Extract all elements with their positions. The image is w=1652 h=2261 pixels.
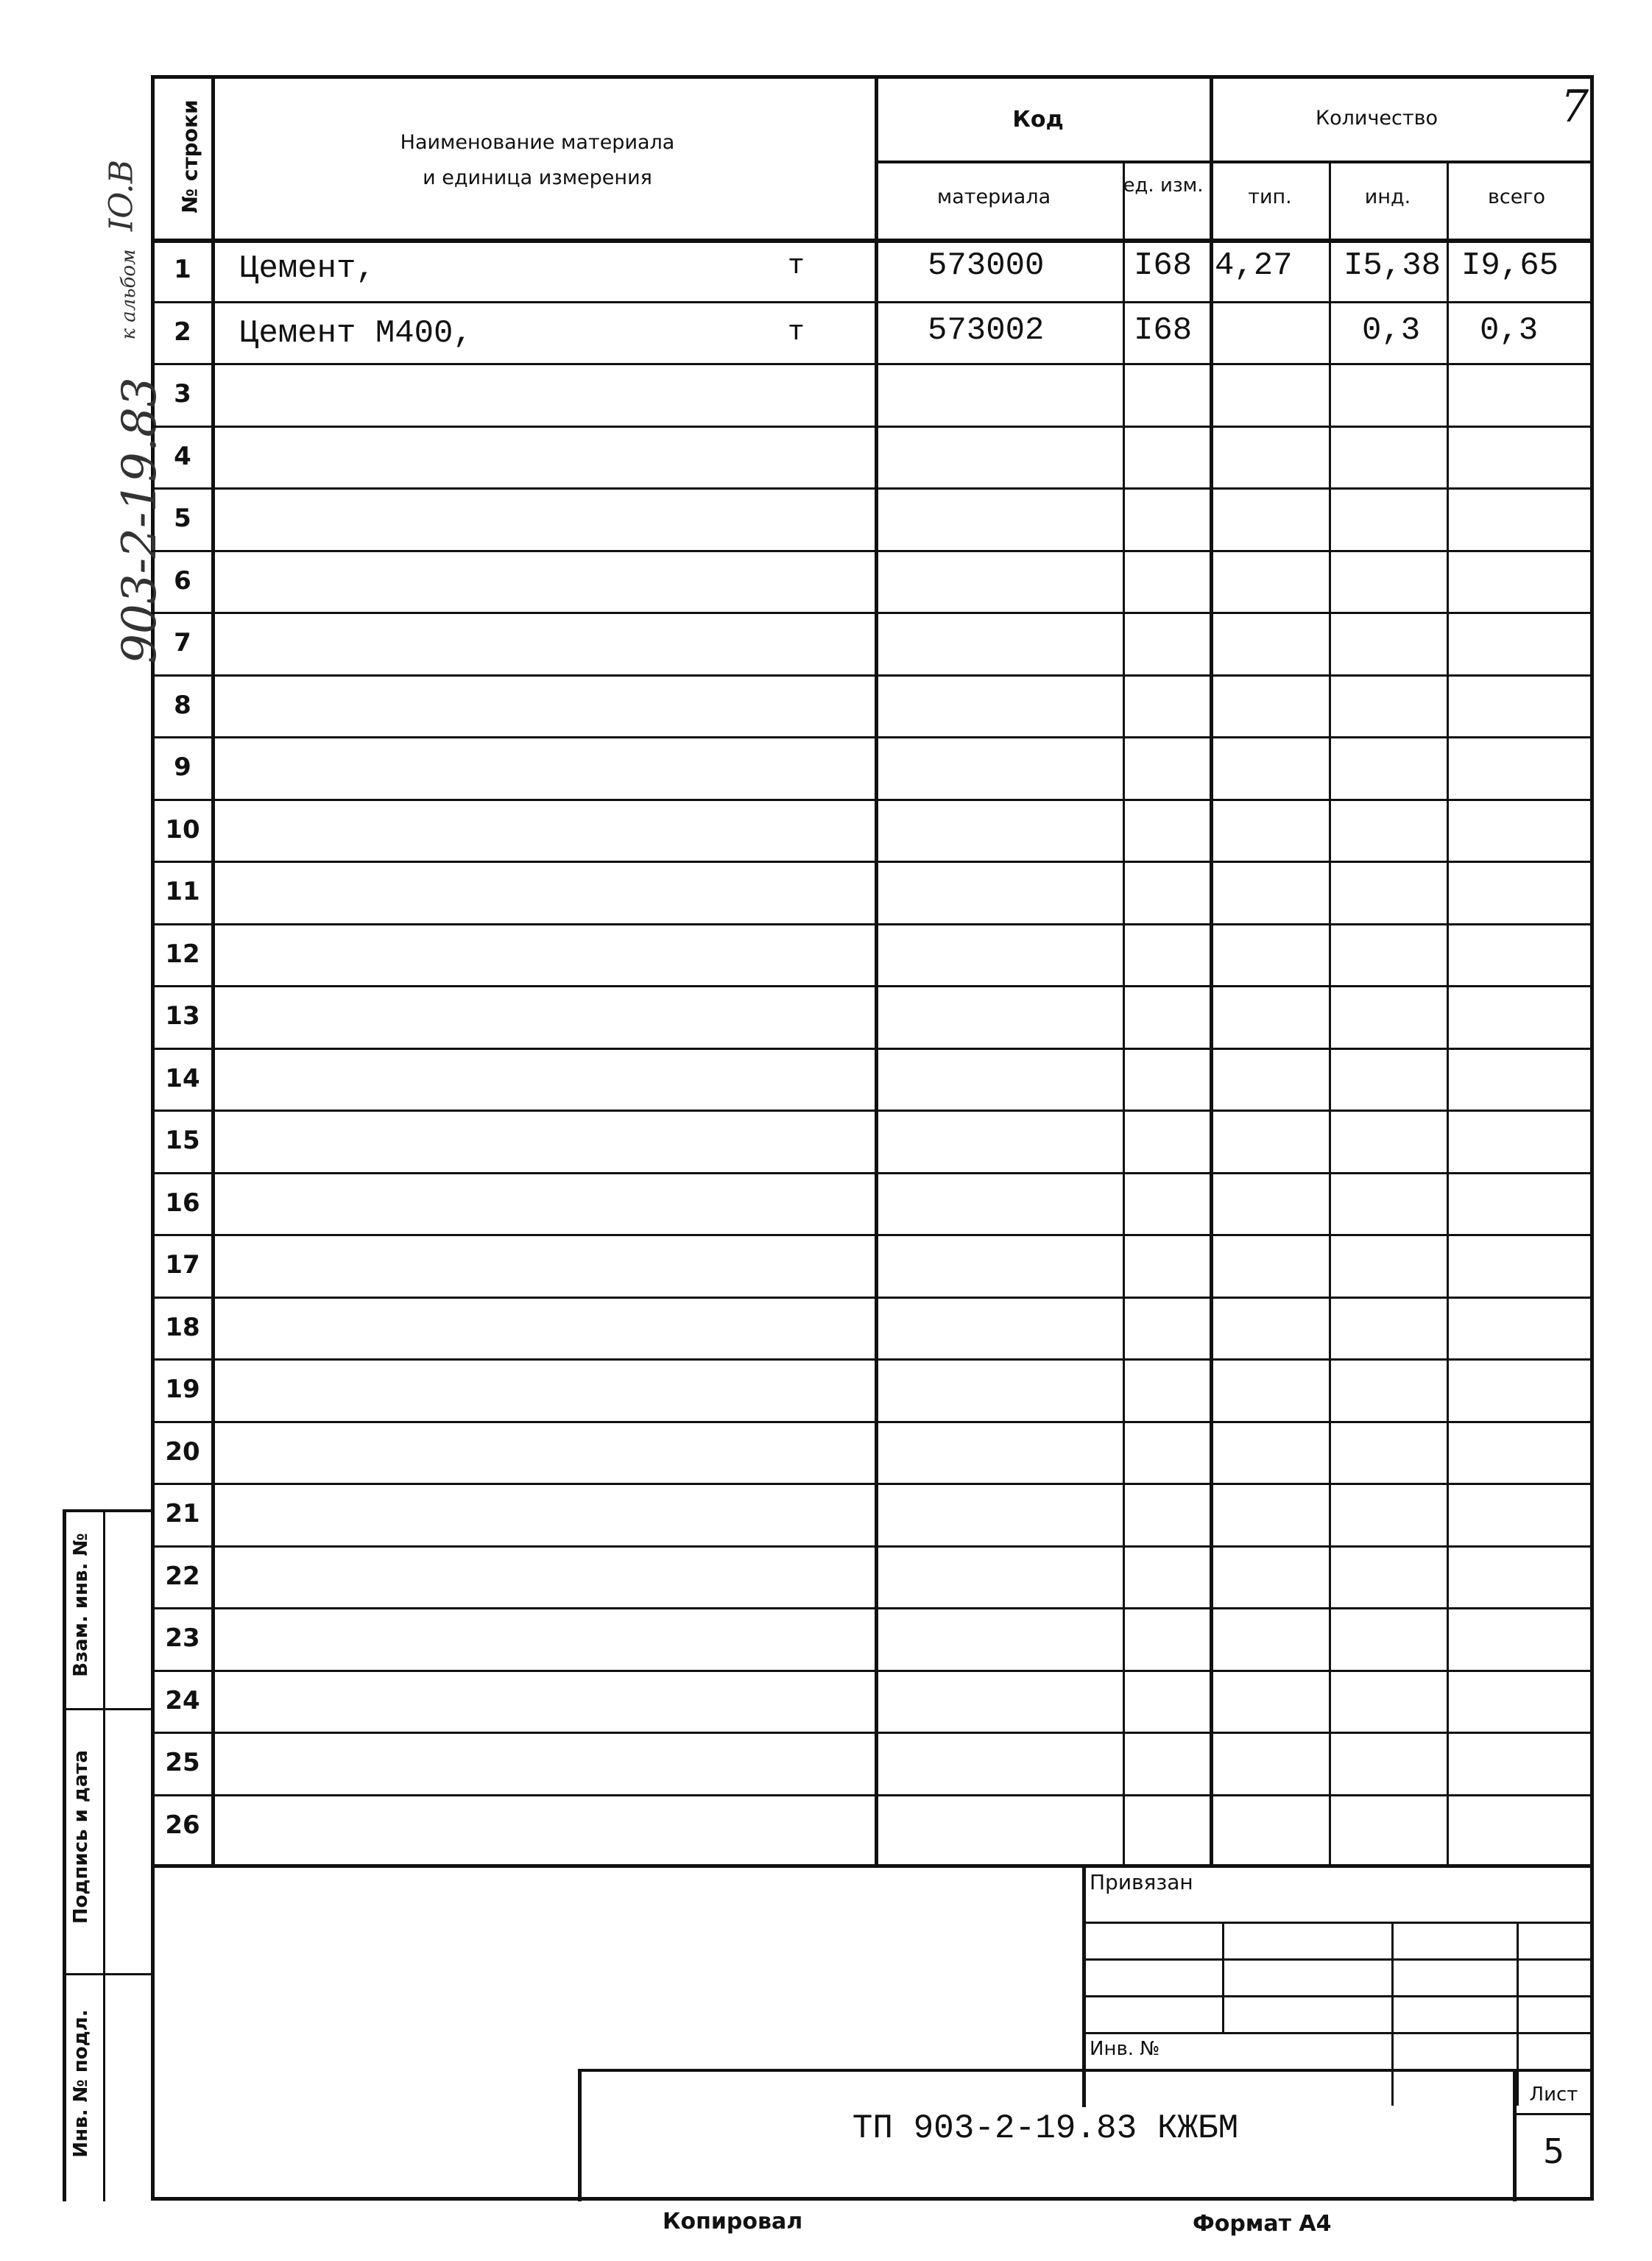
- row-line: [151, 923, 1594, 925]
- row2-total: 0,3: [1480, 312, 1539, 349]
- row-line: [151, 1545, 1594, 1548]
- header-qty-individual: инд.: [1364, 186, 1411, 208]
- row-number: 26: [165, 1810, 200, 1840]
- row2-unit: т: [788, 317, 805, 348]
- header-quantity: Количество: [1315, 107, 1439, 130]
- header-bottom-line: [151, 239, 1594, 243]
- stamp-sheet-number: 5: [1542, 2131, 1565, 2171]
- col-line-unit: [1210, 75, 1213, 1864]
- margin-line-1: [63, 1708, 155, 1710]
- row1-individual: I5,38: [1344, 247, 1441, 284]
- footer-copied: Копировал: [663, 2209, 803, 2234]
- row-line: [151, 799, 1594, 801]
- row-line: [151, 487, 1594, 490]
- footer-format: Формат А4: [1193, 2211, 1332, 2237]
- row-line: [151, 1732, 1594, 1734]
- row1-unit: т: [788, 250, 805, 282]
- row-number: 24: [165, 1686, 200, 1715]
- margin-inner-line: [63, 1509, 66, 2201]
- stamp-top-line: [151, 1864, 1594, 1868]
- margin-line-2: [63, 1973, 155, 1975]
- side-album-number: IO.B: [102, 159, 141, 232]
- row-number: 1: [174, 255, 191, 284]
- row-number: 22: [165, 1562, 200, 1591]
- row-line: [151, 1794, 1594, 1796]
- row1-total: I9,65: [1461, 247, 1559, 284]
- row2-unit-code: I68: [1134, 312, 1193, 349]
- header-row-no: № строки: [177, 99, 202, 214]
- row-number: 16: [165, 1188, 200, 1218]
- row-line: [151, 426, 1594, 428]
- row-line: [151, 1483, 1594, 1485]
- row-number: 21: [165, 1499, 200, 1528]
- row-number: 23: [165, 1623, 200, 1653]
- row-number: 13: [165, 1001, 200, 1031]
- row-line: [151, 1172, 1594, 1174]
- row-line: [151, 1048, 1594, 1050]
- header-code-unit: ед. изм.: [1123, 174, 1204, 197]
- row-number: 14: [165, 1064, 200, 1093]
- margin-divider-line: [103, 1509, 105, 2201]
- side-doc-code: 903-2-19.83: [113, 377, 167, 664]
- stamp-col-3: [1517, 1922, 1519, 2106]
- row2-material-code: 573002: [928, 312, 1045, 349]
- side-album-label: к альбом: [118, 249, 140, 340]
- row-number: 18: [165, 1313, 200, 1342]
- stamp-col-1: [1222, 1922, 1224, 2032]
- row-line: [151, 1297, 1594, 1299]
- header-material-name-line1: Наименование материала: [400, 131, 675, 154]
- header-material-name-line2: и единица измерения: [423, 166, 652, 189]
- row-number: 11: [165, 877, 200, 906]
- row-number: 9: [174, 752, 191, 782]
- row-line: [151, 1110, 1594, 1112]
- row-line: [151, 861, 1594, 863]
- row-line: [151, 1358, 1594, 1361]
- row-number: 20: [165, 1437, 200, 1467]
- row-line: [151, 550, 1594, 552]
- header-split-line: [876, 161, 1594, 163]
- row-line: [151, 736, 1594, 738]
- row-line: [151, 363, 1594, 365]
- row-number: 5: [174, 504, 191, 533]
- stamp-linked-label: Привязан: [1090, 1870, 1193, 1894]
- row-line: [151, 985, 1594, 987]
- row-line: [151, 1670, 1594, 1672]
- header-code-material: материала: [936, 186, 1051, 208]
- row-number: 4: [174, 442, 191, 471]
- row-number: 15: [165, 1126, 200, 1155]
- header-qty-typical: тип.: [1248, 186, 1292, 208]
- stamp-inv-no-label: Инв. №: [1090, 2038, 1160, 2060]
- row2-name: Цемент М400,: [239, 315, 473, 352]
- row-line: [151, 301, 1594, 303]
- row-line: [151, 674, 1594, 677]
- row-line: [151, 612, 1594, 614]
- row-number: 19: [165, 1375, 200, 1404]
- row-line: [151, 1234, 1594, 1236]
- margin-top-line: [63, 1509, 155, 1512]
- row-number: 12: [165, 939, 200, 969]
- row-line: [151, 1607, 1594, 1609]
- row-line: [151, 1421, 1594, 1423]
- margin-signature-date: Подпись и дата: [70, 1749, 92, 1925]
- row1-material-code: 573000: [928, 247, 1045, 284]
- row-number: 8: [174, 691, 191, 720]
- stamp-col-2: [1391, 1922, 1394, 2106]
- row-number: 3: [174, 379, 191, 409]
- row1-typical: 4,27: [1215, 247, 1293, 284]
- table-frame: [151, 75, 1594, 2201]
- row-number: 6: [174, 566, 191, 596]
- margin-replacement-inv: Взам. инв. №: [70, 1533, 92, 1677]
- row-number: 10: [165, 815, 200, 844]
- row1-name: Цемент,: [239, 250, 375, 287]
- row-number: 25: [165, 1748, 200, 1777]
- header-code: Код: [1012, 107, 1064, 133]
- row1-unit-code: I68: [1134, 247, 1193, 284]
- stamp-title-top: [578, 2069, 1594, 2072]
- row2-individual: 0,3: [1362, 312, 1421, 349]
- stamp-title-left: [578, 2069, 582, 2201]
- stamp-designation: ТП 903-2-19.83 КЖБМ: [852, 2109, 1239, 2148]
- header-qty-total: всего: [1487, 186, 1546, 208]
- stamp-sheet-label: Лист: [1529, 2084, 1578, 2106]
- col-line-name: [875, 75, 878, 1864]
- page-corner-number: 7: [1561, 81, 1589, 133]
- margin-original-inv: Инв. № подл.: [70, 2009, 92, 2158]
- row-number: 17: [165, 1250, 200, 1280]
- stamp-sheet-split: [1513, 2113, 1594, 2115]
- row-number: 7: [174, 628, 191, 657]
- row-number: 2: [174, 317, 191, 347]
